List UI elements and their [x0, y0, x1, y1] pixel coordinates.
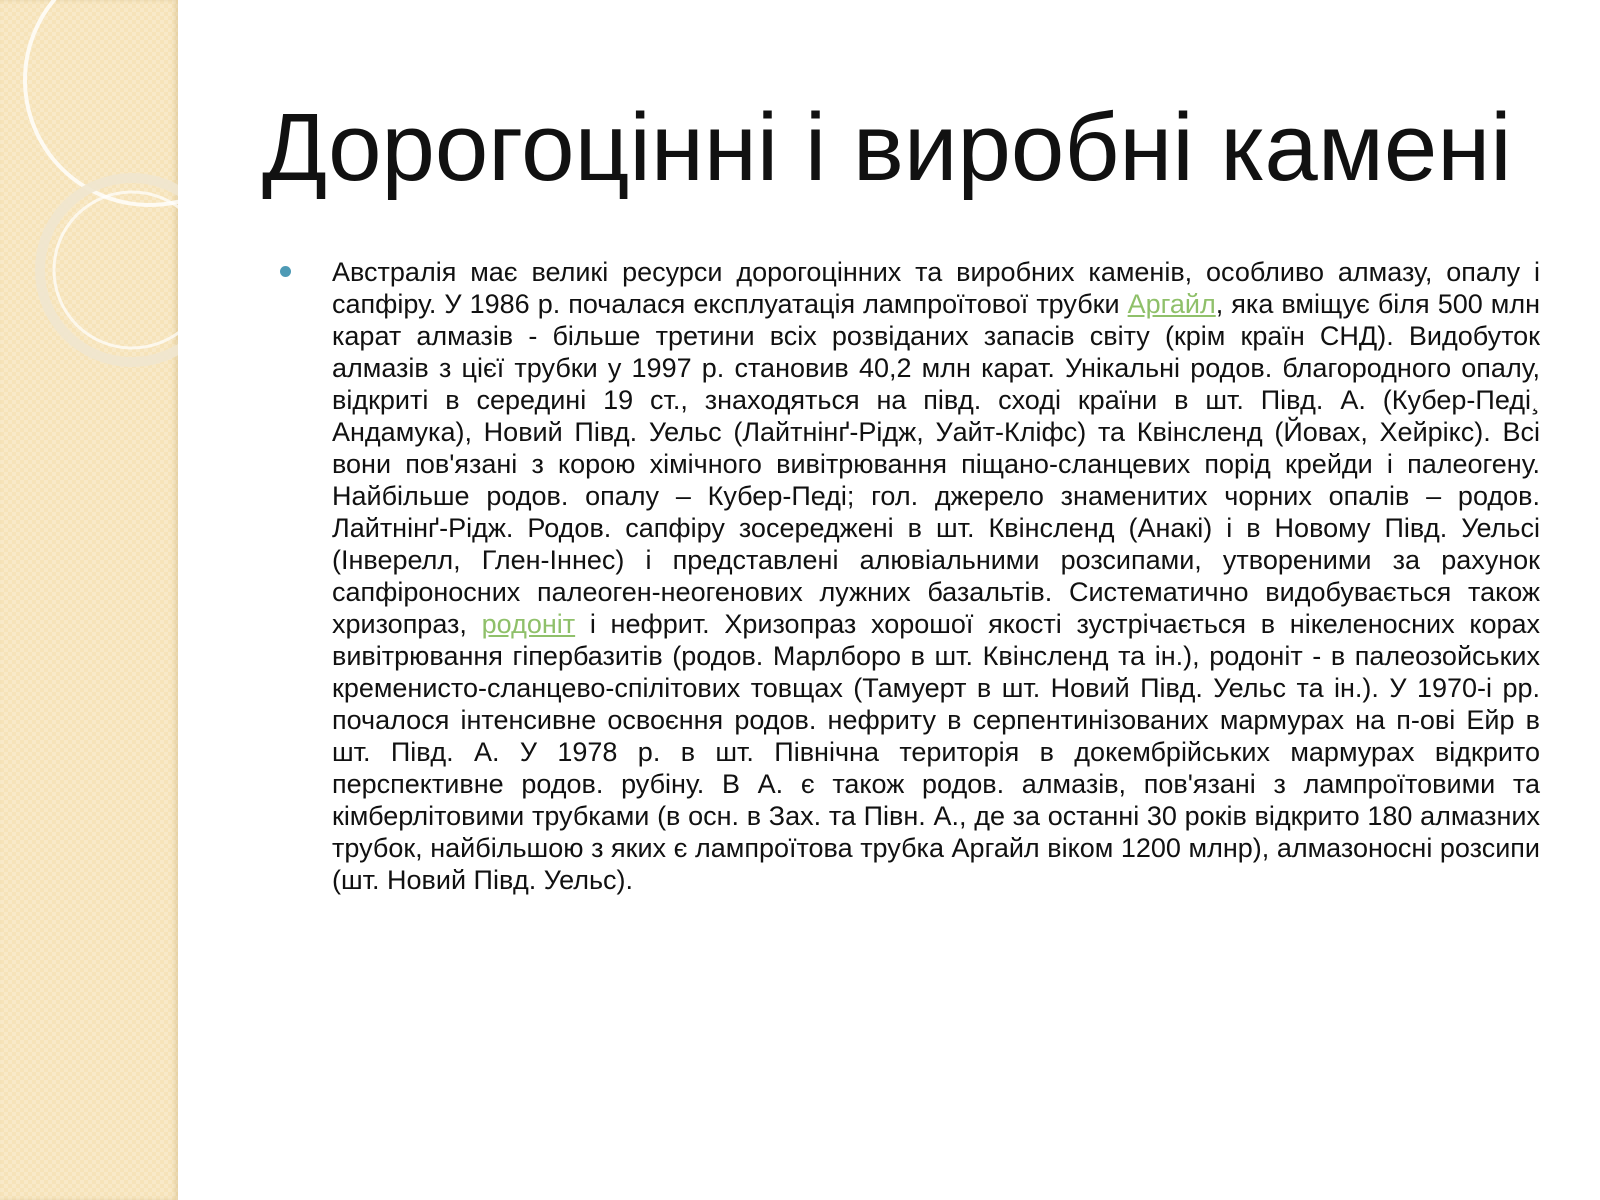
decorative-ring-inner — [54, 192, 178, 348]
decorative-circles — [0, 0, 178, 1200]
paragraph-text-part2: , яка вміщує біля 500 млн карат алмазів - більше третини всіх розвіданих запасів світу (крім країн СНД). Видобуток алмазів з цієї трубки у 1997 р. становив 40,2 млн карат. Унікальні родов. благородного опалу, відкриті в середині 19 ст., знаходяться на півд. сході країни в шт. Півд. А. (Кубер-Педі¸ Андамука), Новий Півд. Уельс (Лайтнінґ-Рідж, Уайт-Кліфс) та Квінсленд (Йовах, Хейрікс). Всі вони пов'язані з корою хімічного вивітрювання піщано-сланцевих порід крейди і палеогену. Найбільше родов. опалу – Кубер-Педі; гол. джерело знаменитих чорних опалів – родов. Лайтнінґ-Рідж. Родов. сапфіру зосереджені в шт. Квінсленд (Анакі) і в Новому Півд. Уельсі (Інверелл, Глен-Іннес) і представлені алювіальними розсипами, утвореними за рахунок сапфіроносних палеоген-неогенових лужних базальтів. Систематично видобувається також хризопраз, — [332, 289, 1541, 639]
slide-title: Дорогоцінні і виробні камені — [262, 94, 1512, 201]
decorative-ring-large — [25, 0, 178, 205]
bullet-paragraph — [276, 256, 1540, 896]
decorative-side-panel — [0, 0, 178, 1200]
paragraph-text-part3: і нефрит. Хризопраз хорошої якості зустрічається в нікеленосних корах вивітрювання гіпербазитів (родов. Марлборо в шт. Квінсленд та ін.), родоніт - в палеозойських кременисто-сланцево-спілітових товщах (Тамуерт в шт. Новий Півд. Уельс та ін.). У 1970-і рр. почалося інтенсивне освоєння родов. нефриту в серпентинізованих мармурах на п-ові Ейр в шт. Півд. А. У 1978 р. в шт. Північна територія в докембрійських мармурах відкрито перспективне родов. рубіну. В А. є також родов. алмазів, пов'язані з лампроїтовими та кімберлітовими трубками (в осн. в Зах. та Півн. А., де за останні 30 років відкрито 180 алмазних трубок, найбільшою з яких є лампроїтова трубка Аргайл віком 1200 млнр), алмазоносні розсипи (шт. Новий Півд. Уельс). — [332, 609, 1540, 895]
paragraph-text-part1: Австралія має великі ресурси дорогоцінних та виробних каменів, особливо алмазу, опалу і сапфіру. У 1986 р. почалася експлуатація лампроїтової трубки — [332, 257, 1540, 319]
argyle-link[interactable]: Аргайл — [1127, 289, 1216, 319]
bullet-dot-icon — [280, 266, 291, 277]
rhodonite-link[interactable]: родоніт — [481, 609, 576, 639]
bullet-list — [276, 256, 1540, 896]
